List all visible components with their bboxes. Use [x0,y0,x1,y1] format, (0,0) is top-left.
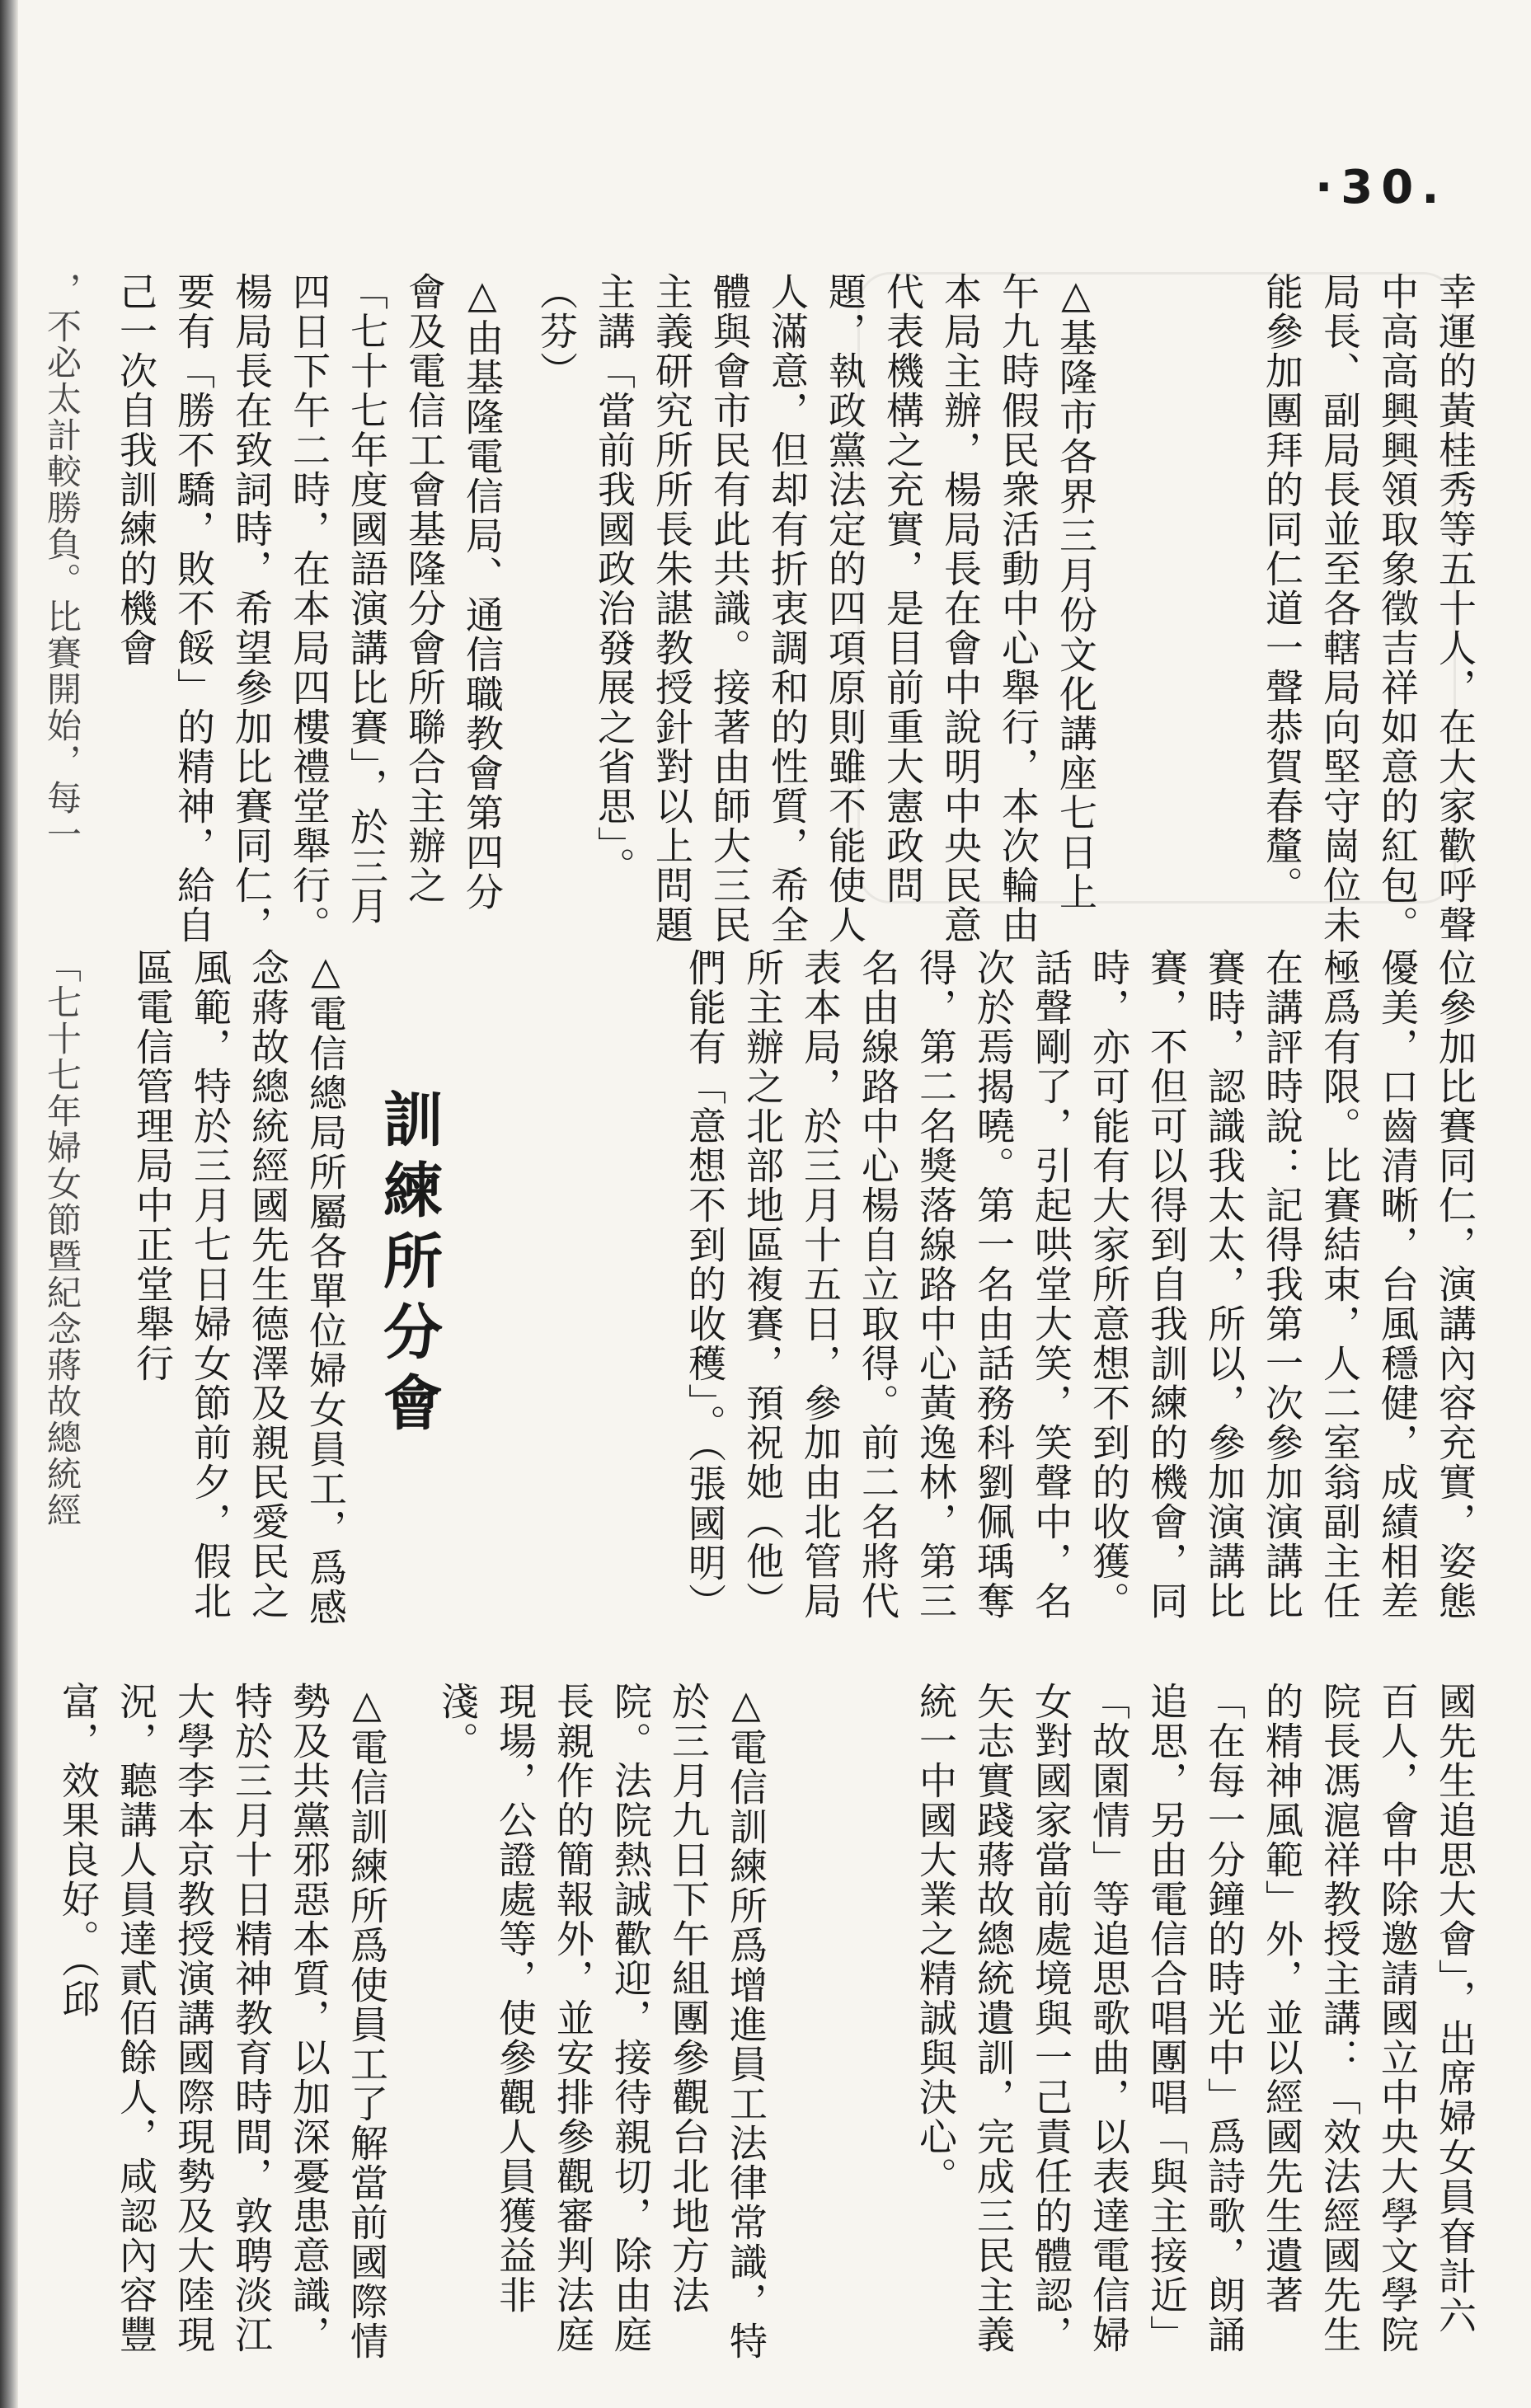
edge-fragment-top: ，不必太計較勝負。比賽開始，每一 [42,272,82,852]
article-speech-contest: △由基隆電信局、通信職教會第四分會及電信工會基隆分會所聯合主辦之「七十七年度國語演講比賽」，於三月四日下午二時，在本局四樓禮堂舉行。楊局長在致詞時，希望參加比賽同仁，要有「勝不驕，敗不餒」的精神，給自己一次自我訓練的機會 [114,272,505,945]
page-binding-edge [0,0,18,2408]
section-heading: 訓練所分會 [373,1088,443,1443]
article-keelung-lecture: △基隆市各界三月份文化講座七日上午九時假民衆活動中心舉行，本次輪由本局主辦，楊局長在會中說明中央民意代表機構之充實，是目前重大憲政問題，執政黨法定的四項原則雖不能使人人滿意，但却有折衷調和的性質，希全體與會市民有此共識。接著由師大三民主義研究所所長朱諶教授針對以上問題主講「當前我國政治發展之省思」。（芬） [534,272,1098,945]
article-speech-contest-continued: 位參加比賽同仁，演講內容充實，姿態優美，口齒清晰，台風穩健，成績相差極爲有限。比賽結束，人二室翁副主任在講評時說：記得我第一次參加演講比賽時，認識我太太，所以，參加演講比賽，不但可以得到自我訓練的機會，同時，亦可能有大家所意想不到的收獲。話聲剛了，引起哄堂大笑，笑聲中，名次於焉揭曉。第一名由話務科劉佩瑀奪得，第二名獎落線路中心黃逸林，第三名由線路中心楊自立取得。前二名將代表本局，於三月十五日，參加由北管局所主辦之北部地區複賽，預祝她（他）們能有「意想不到的收穫」。（張國明） [683,948,1477,1622]
article-memorial-meeting: 國先生追思大會」，出席婦女員眘計六百人，會中除邀請國立中央大學文學院院長馮滬祥教授主講：「效法經國先生的精神風範」外，並以經國先生遺著「在每一分鐘的時光中」爲詩歌，朗誦追思，另由電信合唱團唱「與主接近」「故園情」等追思歌曲，以表達電信婦女對國家當前處境與一己責任的體認，矢志實踐蔣故總統遺訓，完成三民主義統一中國大業之精誠與決心。 [913,1682,1477,2354]
page-number: ·30. [1315,161,1448,214]
article-spirit-education: △電信訓練所爲使員工了解當前國際情勢及共黨邪惡本質，以加深憂患意識，特於三月十日精神教育時間，敦聘淡江大學李本京教授演講國際現勢及大陸現況，聽講人員達貳佰餘人，咸認內容豐富，效果良好。（邱 [56,1682,389,2361]
article-new-year-greeting: 幸運的黃桂秀等五十人，在大家歡呼聲中高高興興領取象徵吉祥如意的紅包。局長、副局長並至各轄局向堅守崗位未能參加團拜的同仁道一聲恭賀春釐。 [1260,272,1477,945]
article-court-visit: △電信訓練所爲增進員工法律常識，特於三月九日下午組團參觀台北地方法院。法院熱誠歡迎，接待親切，除由庭長親作的簡報外，並安排參觀審判法庭現場，公證處等，使參觀人員獲益非淺。 [435,1682,768,2361]
edge-fragment-bottom: 「七十七年婦女節暨紀念蔣故總統經 [42,948,82,1528]
article-womens-day: △電信總局所屬各單位婦女員工，爲感念蔣故總統經國先生德澤及親民愛民之風範，特於三月七日婦女節前夕，假北區電信管理局中正堂舉行 [130,948,348,1627]
